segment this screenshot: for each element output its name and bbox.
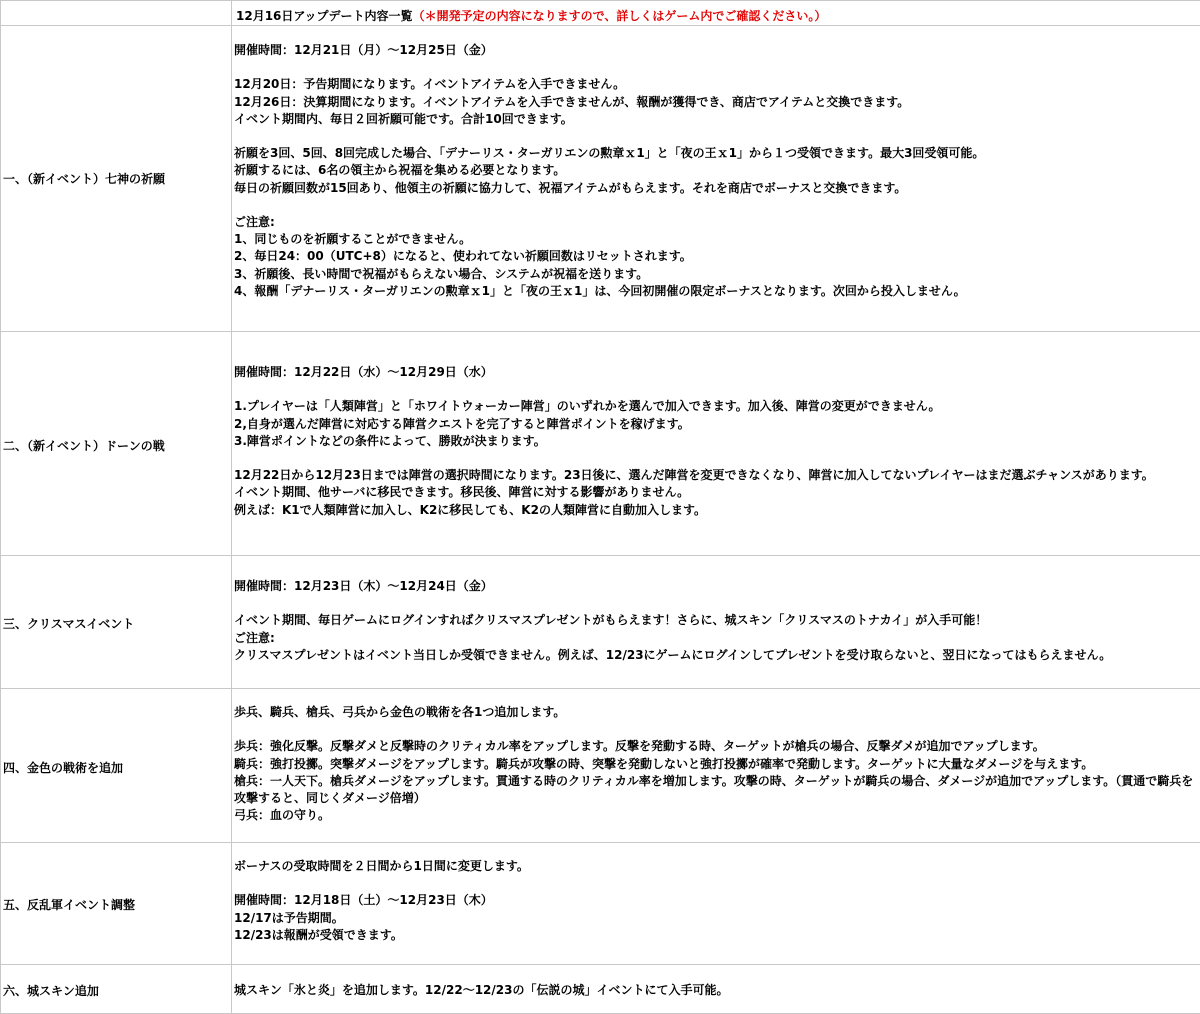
content-line: 2,自身が選んだ陣営に対応する陣営クエストを完了すると陣営ポイントを稼げます。 xyxy=(234,416,690,431)
row-title: 四、金色の戦術を追加 xyxy=(3,761,124,775)
content-line xyxy=(234,721,1196,738)
content-line: 1.プレイヤーは「人類陣営」と「ホワイトウォーカー陣営」のいずれかを選んで加入できます。加入後、陣営の変更ができません。 xyxy=(234,399,941,414)
row-divider xyxy=(0,555,1200,556)
header-note: （＊開発予定の内容になりますので、詳しくはゲーム内でご確認ください。） xyxy=(412,9,827,23)
content-line: 4、報酬「デナーリス・ターガリエンの勲章ｘ1」と「夜の王ｘ1」は、今回初開催の限定ボーナスとなります。次回から投入しません。 xyxy=(234,283,966,298)
content-cell xyxy=(234,578,1196,664)
row-title: 三、クリスマスイベント xyxy=(3,617,135,631)
content-cell xyxy=(234,42,1196,300)
content-line: 3、祈願後、長い時間で祝福がもらえない場合、システムが祝福を送ります。 xyxy=(234,266,649,281)
content-line: 12/17は予告期間。 xyxy=(234,910,344,925)
content-line: 開催時間：12月21日（月）～12月25日（金） xyxy=(234,43,493,57)
page-title: 12月16日アップデート内容一覧 xyxy=(236,9,413,23)
content-line: 2、毎日24：00（UTC+8）になると、使われてない祈願回数はリセットされます。 xyxy=(234,249,692,264)
row-divider xyxy=(0,688,1200,689)
content-line: イベント期間、毎日ゲームにログインすればクリスマスプレゼントがもらえます！さらに、城スキン「クリスマスのトナカイ」が入手可能！ xyxy=(234,613,988,628)
content-line xyxy=(234,128,1196,145)
row-title: 五、反乱軍イベント調整 xyxy=(3,898,136,912)
content-line: イベント期間内、毎日２回祈願可能です。合計10回できます。 xyxy=(234,111,573,126)
row-divider xyxy=(0,964,1200,965)
content-cell xyxy=(234,364,1196,519)
content-line xyxy=(234,875,1196,892)
content-line: 12月22日から12月23日までは陣営の選択時間になります。23日後に、選んだ陣営を変更できなくなり、陣営に加入してないプレイヤーはまだ選ぶチャンスがあります。 xyxy=(234,468,1154,483)
content-line: イベント期間、他サーバに移民できます。移民後、陣営に対する影響がありません。 xyxy=(234,485,690,500)
content-line: 1、同じものを祈願することができません。 xyxy=(234,232,472,247)
content-line xyxy=(234,595,1196,612)
content-line: 毎日の祈願回数が15回あり、他領主の祈願に協力して、祝福アイテムがもらえます。それを商店でボーナスと交換できます。 xyxy=(234,180,907,195)
content-line: 12/23は報酬が受領できます。 xyxy=(234,927,403,942)
content-cell xyxy=(234,858,1196,944)
content-line xyxy=(234,197,1196,214)
content-line: 開催時間：12月22日（水）～12月29日（水） xyxy=(234,365,493,379)
content-line: 槍兵：一人天下。槍兵ダメージをアップします。貫通する時のクリティカル率を増加します。攻撃の時、ターゲットが騎兵の場合、ダメージが追加でアップします。（貫通で騎兵を攻撃すると、同じくダメージ倍増） xyxy=(234,773,1194,805)
content-line xyxy=(234,59,1196,76)
content-line: 例えば：K1で人類陣営に加入し、K2に移民しても、K2の人類陣営に自動加入します。 xyxy=(234,502,706,517)
content-line: 弓兵：血の守り。 xyxy=(234,808,331,823)
content-line xyxy=(234,381,1196,398)
row-divider xyxy=(0,25,1200,26)
content-line: 開催時間：12月23日（木）～12月24日（金） xyxy=(234,579,493,593)
row-title: 一、（新イベント）七神の祈願 xyxy=(3,172,166,186)
column-divider xyxy=(231,0,232,1013)
content-line xyxy=(234,450,1196,467)
content-line: ボーナスの受取時間を２日間から1日間に変更します。 xyxy=(234,859,529,873)
content-line: 騎兵：強打投擲。突撃ダメージをアップします。騎兵が攻撃の時、突撃を発動しないと強打投擲が確率で発動します。ターゲットに大量なダメージを与えます。 xyxy=(234,756,1094,771)
content-line: 12月20日：予告期間になります。イベントアイテムを入手できません。 xyxy=(234,77,626,92)
row-divider xyxy=(0,331,1200,332)
content-line: ご注意: xyxy=(234,214,275,229)
row-divider xyxy=(0,842,1200,843)
content-line: 3.陣営ポイントなどの条件によって、勝敗が決まります。 xyxy=(234,433,546,448)
content-line: 12月26日：決算期間になります。イベントアイテムを入手できませんが、報酬が獲得でき、商店でアイテムと交換できます。 xyxy=(234,94,910,109)
content-line: 祈願を3回、5回、8回完成した場合、「デナーリス・ターガリエンの勲章ｘ1」と「夜の王ｘ1」から１つ受領できます。最大3回受領可能。 xyxy=(234,146,985,161)
header-row xyxy=(236,7,826,24)
content-cell xyxy=(234,982,1196,999)
content-line: 歩兵：強化反撃。反撃ダメと反撃時のクリティカル率をアップします。反撃を発動する時、ターゲットが槍兵の場合、反撃ダメが追加でアップします。 xyxy=(234,739,1045,754)
content-line: 開催時間：12月18日（土）～12月23日（木） xyxy=(234,893,493,908)
row-title: 二、（新イベント）ドーンの戦 xyxy=(3,439,165,453)
content-line: 歩兵、騎兵、槍兵、弓兵から金色の戦術を各1つ追加します。 xyxy=(234,705,566,719)
content-line: 祈願するには、6名の領主から祝福を集める必要となります。 xyxy=(234,163,566,178)
content-line: 城スキン「氷と炎」を追加します。12/22～12/23の「伝説の城」イベントにて入手可能。 xyxy=(234,983,729,997)
content-line: クリスマスプレゼントはイベント当日しか受領できません。例えば、12/23にゲームにログインしてプレゼントを受け取らないと、翌日になってはもらえません。 xyxy=(234,647,1112,662)
content-cell xyxy=(234,704,1196,824)
content-line: ご注意: xyxy=(234,630,275,645)
row-title: 六、城スキン追加 xyxy=(3,984,99,998)
